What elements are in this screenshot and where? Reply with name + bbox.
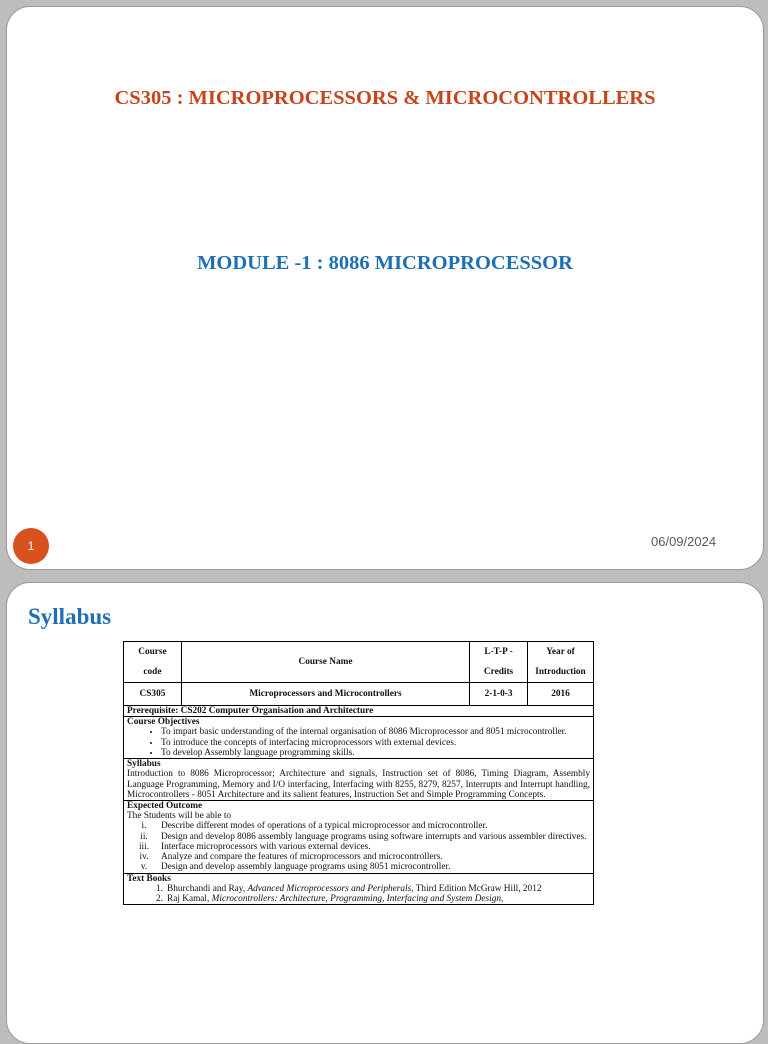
course-title: CS305 : MICROPROCESSORS & MICROCONTROLLERS: [114, 87, 656, 109]
cell-code: CS305: [124, 683, 182, 706]
list-item: iv. Analyze and compare the features of microprocessors and microcontrollers.: [139, 852, 443, 863]
objectives-heading: Course Objectives: [127, 717, 200, 728]
objectives-row: [124, 717, 594, 759]
header-course-code: Course code: [124, 642, 182, 683]
outcome-intro: The Students will be able to: [127, 811, 232, 822]
list-item: v. Design and develop assembly language programs using 8051 microcontroller.: [140, 862, 451, 873]
syllabus-heading: Syllabus: [127, 759, 161, 770]
outcome-list: [127, 821, 590, 872]
list-item: • To develop Assembly language programming skills.: [161, 748, 590, 758]
prerequisite: Prerequisite: CS202 Computer Organisation and Architecture: [124, 706, 594, 717]
textbooks-row: [124, 873, 594, 905]
header-ltp-credits: L-T-P - Credits: [470, 642, 528, 683]
outcome-heading: Expected Outcome: [127, 800, 203, 811]
module-title: MODULE -1 : 8086 MICROPROCESSOR: [197, 252, 573, 274]
table-header-row: [124, 642, 594, 683]
syllabus-title: Syllabus: [28, 604, 112, 629]
list-item: 1. Bhurchandi and Ray, Advanced Microprocessors and Peripherals, Third Edition McGraw Hill, 2012: [156, 883, 542, 894]
objectives-list: [127, 727, 590, 758]
list-item: • To impart basic understanding of the internal organisation of 8086 Microprocessor and 8051 microcontroller.: [161, 727, 590, 737]
header-year: Year of Introduction: [528, 642, 594, 683]
syllabus-table: [123, 641, 594, 905]
syllabus-row: [124, 759, 594, 801]
textbooks-heading: Text Books: [127, 873, 171, 884]
cell-name: Microprocessors and Microcontrollers: [181, 683, 469, 706]
list-item: 2. Raj Kamal, Microcontrollers: Architecture, Programming, Interfacing and System Design,: [156, 893, 504, 904]
cell-ltp: 2-1-0-3: [470, 683, 528, 706]
page-number-badge: 1: [13, 528, 49, 564]
list-item: iii. Interface microprocessors with various external devices.: [138, 841, 371, 852]
header-course-name: Course Name: [181, 642, 469, 683]
prerequisite-row: [124, 706, 594, 717]
list-item: i. Describe different modes of operations of a typical microprocessor and microcontroller.: [141, 821, 488, 832]
cell-year: 2016: [528, 683, 594, 706]
syllabus-text: Introduction to 8086 Microprocessor; Architecture and signals, Instruction set of 8086, Timing Diagram, Assembly Language Programming, Memory and I/O interfacing, Interfacing with 8255, 8279, 8257, Interrupts and Interrupt handling, Microcontrollers - 8051 Architecture and its salient features, Instruction Set and Simple Programming Concepts.: [127, 769, 590, 800]
syllabus-slide: [6, 582, 764, 1044]
textbooks-list: [127, 884, 590, 904]
outcome-row: [124, 800, 594, 873]
table-row: [124, 683, 594, 706]
list-item: ii. Design and develop 8086 assembly language programs using software interrupts and various assembler directives.: [140, 831, 587, 842]
slide-date: 06/09/2024: [651, 534, 717, 549]
title-slide: [6, 6, 764, 570]
list-item: • To introduce the concepts of interfacing microprocessors with external devices.: [161, 738, 590, 748]
